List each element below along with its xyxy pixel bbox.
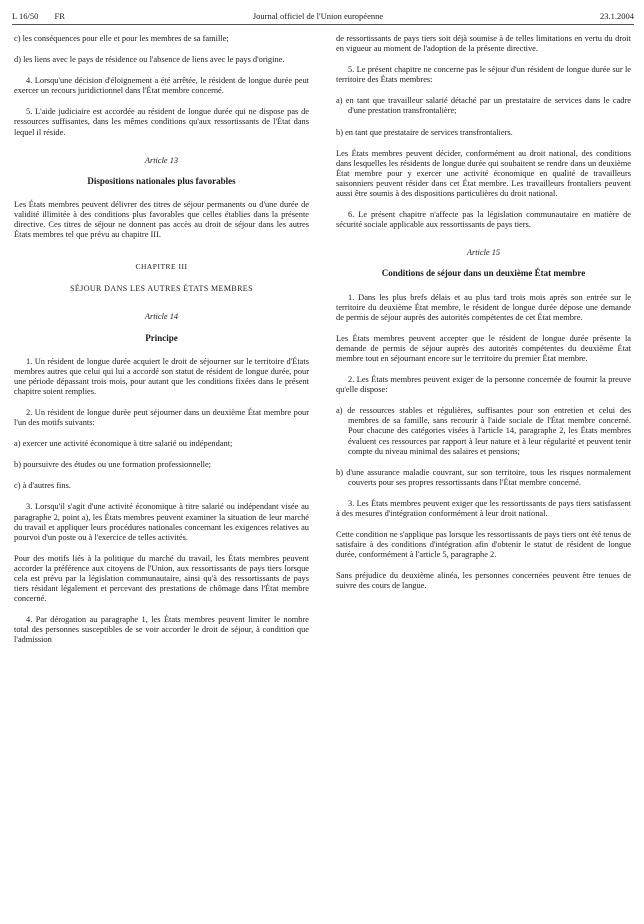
header-rule: [12, 24, 634, 25]
paragraph: Cette condition ne s'applique pas lorsque les ressortissants de pays tiers ont été tenus de satisfaire à des conditions d'intégration afin d'obtenir le statut de résident de longue durée, conformément à l'article 5, paragraphe 2.: [336, 530, 631, 560]
page-header: [12, 8, 634, 24]
paragraph: 2. Les États membres peuvent exiger de la personne concernée de fournir la preuve qu'elle dispose:: [336, 375, 631, 395]
paragraph: 3. Lorsqu'il s'agit d'une activité économique à titre salarié ou indépendant visée au paragraphe 2, point a), les États membres peuvent examiner la situation de leur marché du travail et appliquer leurs procédures nationales concernant les exigences relatives au pourvoi d'un poste ou à l'exercice de telles activités.: [14, 502, 309, 542]
paragraph: 3. Les États membres peuvent exiger que les ressortissants de pays tiers satisfassent à des mesures d'intégration conformément à leur droit national.: [336, 498, 631, 518]
paragraph: 4. Par dérogation au paragraphe 1, les États membres peuvent limiter le nombre total des personnes susceptibles de se voir accorder le droit de séjour, à condition que l'admission: [14, 615, 309, 645]
paragraph: Sans préjudice du deuxième alinéa, les personnes concernées peuvent être tenues de suivre des cours de langue.: [336, 571, 631, 591]
page-reference: L 16/50: [12, 11, 39, 21]
paragraph: b) d'une assurance maladie couvrant, sur son territoire, tous les risques normalement couverts pour ses propres ressortissants dans l'État membre concerné.: [336, 467, 631, 487]
paragraph: 6. Le présent chapitre n'affecte pas la législation communautaire en matière de sécurité sociale applicable aux ressortissants de pays tiers.: [336, 210, 631, 230]
article-title: Principe: [145, 332, 178, 343]
paragraph: a) en tant que travailleur salarié détaché par un prestataire de services dans le cadre d'une prestation transfrontalière;: [336, 96, 631, 116]
paragraph: Les États membres peuvent décider, conformément au droit national, des conditions dans lesquelles les résidents de longue durée qui souhaitent se rendre dans un deuxième État membre pour y exercer une activité économique en qualité de travailleurs saisonniers peuvent résider dans cet État membre. Les travailleurs frontaliers peuvent aussi être soumis à des dispositions particulières du droit national.: [336, 148, 631, 199]
paragraph: Pour des motifs liés à la politique du marché du travail, les États membres peuvent accorder la préférence aux citoyens de l'Union, aux ressortissants de pays tiers lorsque cela est prévu par la législation communautaire, ainsi qu'à des ressortissants de pays tiers résidant légalement et percevant des prestations de chômage dans l'État membre concerné.: [14, 553, 309, 604]
paragraph: Les États membres peuvent délivrer des titres de séjour permanents ou d'une durée de validité illimitée à des conditions plus favorables que celles établies dans la présente directive. Ces titres de séjour ne donnent pas accès au droit de séjour dans les autres États membres tel que prévu au chapitre III.: [14, 199, 309, 240]
paragraph: b) en tant que prestataire de services transfrontaliers.: [336, 127, 513, 137]
paragraph: a) exercer une activité économique à titre salarié ou indépendant;: [14, 439, 233, 449]
journal-title: Journal officiel de l'Union européenne: [252, 11, 384, 21]
paragraph: 1. Un résident de longue durée acquiert le droit de séjourner sur le territoire d'États membres autres que celui qui lui a accordé son statut de résident de longue durée, pour une période dépassant trois mois, pour autant que les conditions fixées dans le présent chapitre soient remplies.: [14, 356, 309, 396]
right-column: [336, 34, 631, 603]
paragraph: 5. L'aide judiciaire est accordée au résident de longue durée qui ne dispose pas de ressources suffisantes, dans les mêmes conditions qu'aux ressortissants de l'État dans lequel il réside.: [14, 107, 309, 137]
article-number: Article 15: [466, 248, 501, 258]
paragraph: 2. Un résident de longue durée peut séjourner dans un deuxième État membre pour l'un des motifs suivants:: [14, 407, 309, 428]
paragraph: de ressortissants de pays tiers soit déjà soumise à de telles limitations en vertu du droit en vigueur au moment de l'adoption de la présente directive.: [336, 34, 631, 54]
paragraph: 5. Le présent chapitre ne concerne pas le séjour d'un résident de longue durée sur le territoire des États membres:: [336, 65, 631, 85]
article-title: Conditions de séjour dans un deuxième État membre: [381, 268, 586, 279]
left-column: [14, 34, 309, 657]
paragraph: 4. Lorsqu'une décision d'éloignement a été arrêtée, le résident de longue durée peut exercer un recours juridictionnel dans l'État membre concerné.: [14, 76, 309, 96]
paragraph: 1. Dans les plus brefs délais et au plus tard trois mois après son entrée sur le territoire du deuxième État membre, le résident de longue durée dépose une demande de permis de séjour auprès des autorités compétentes de cet État membre.: [336, 292, 631, 322]
publication-date: 23.1.2004: [600, 11, 634, 21]
article-number: Article 14: [144, 312, 179, 322]
chapter-number: CHAPITRE III: [135, 262, 188, 272]
chapter-title: SÉJOUR DANS LES AUTRES ÉTATS MEMBRES: [70, 284, 253, 294]
article-title: Dispositions nationales plus favorables: [87, 175, 236, 186]
header-left: [12, 11, 92, 21]
paragraph: d) les liens avec le pays de résidence ou l'absence de liens avec le pays d'origine.: [14, 55, 285, 65]
paragraph: a) de ressources stables et régulières, suffisantes pour son entretien et celui des membres de sa famille, sans recourir à l'aide sociale de l'État membre concerné. Pour chacune des catégories visées à l'article 14, paragraphe 2, les États membres évaluent ces ressources par rapport à leur nature et à leur régularité et peuvent tenir compte du niveau minimal des salaires et pensions;: [336, 406, 631, 456]
paragraph: b) poursuivre des études ou une formation professionnelle;: [14, 460, 211, 470]
paragraph: c) à d'autres fins.: [14, 481, 71, 491]
language-code: FR: [54, 11, 65, 21]
paragraph: Les États membres peuvent accepter que le résident de longue durée présente la demande de permis de séjour auprès des autorités compétentes du deuxième État membre tout en séjournant encore sur le territoire du premier État membre.: [336, 333, 631, 363]
paragraph: c) les conséquences pour elle et pour les membres de sa famille;: [14, 34, 229, 43]
article-number: Article 13: [144, 155, 179, 165]
